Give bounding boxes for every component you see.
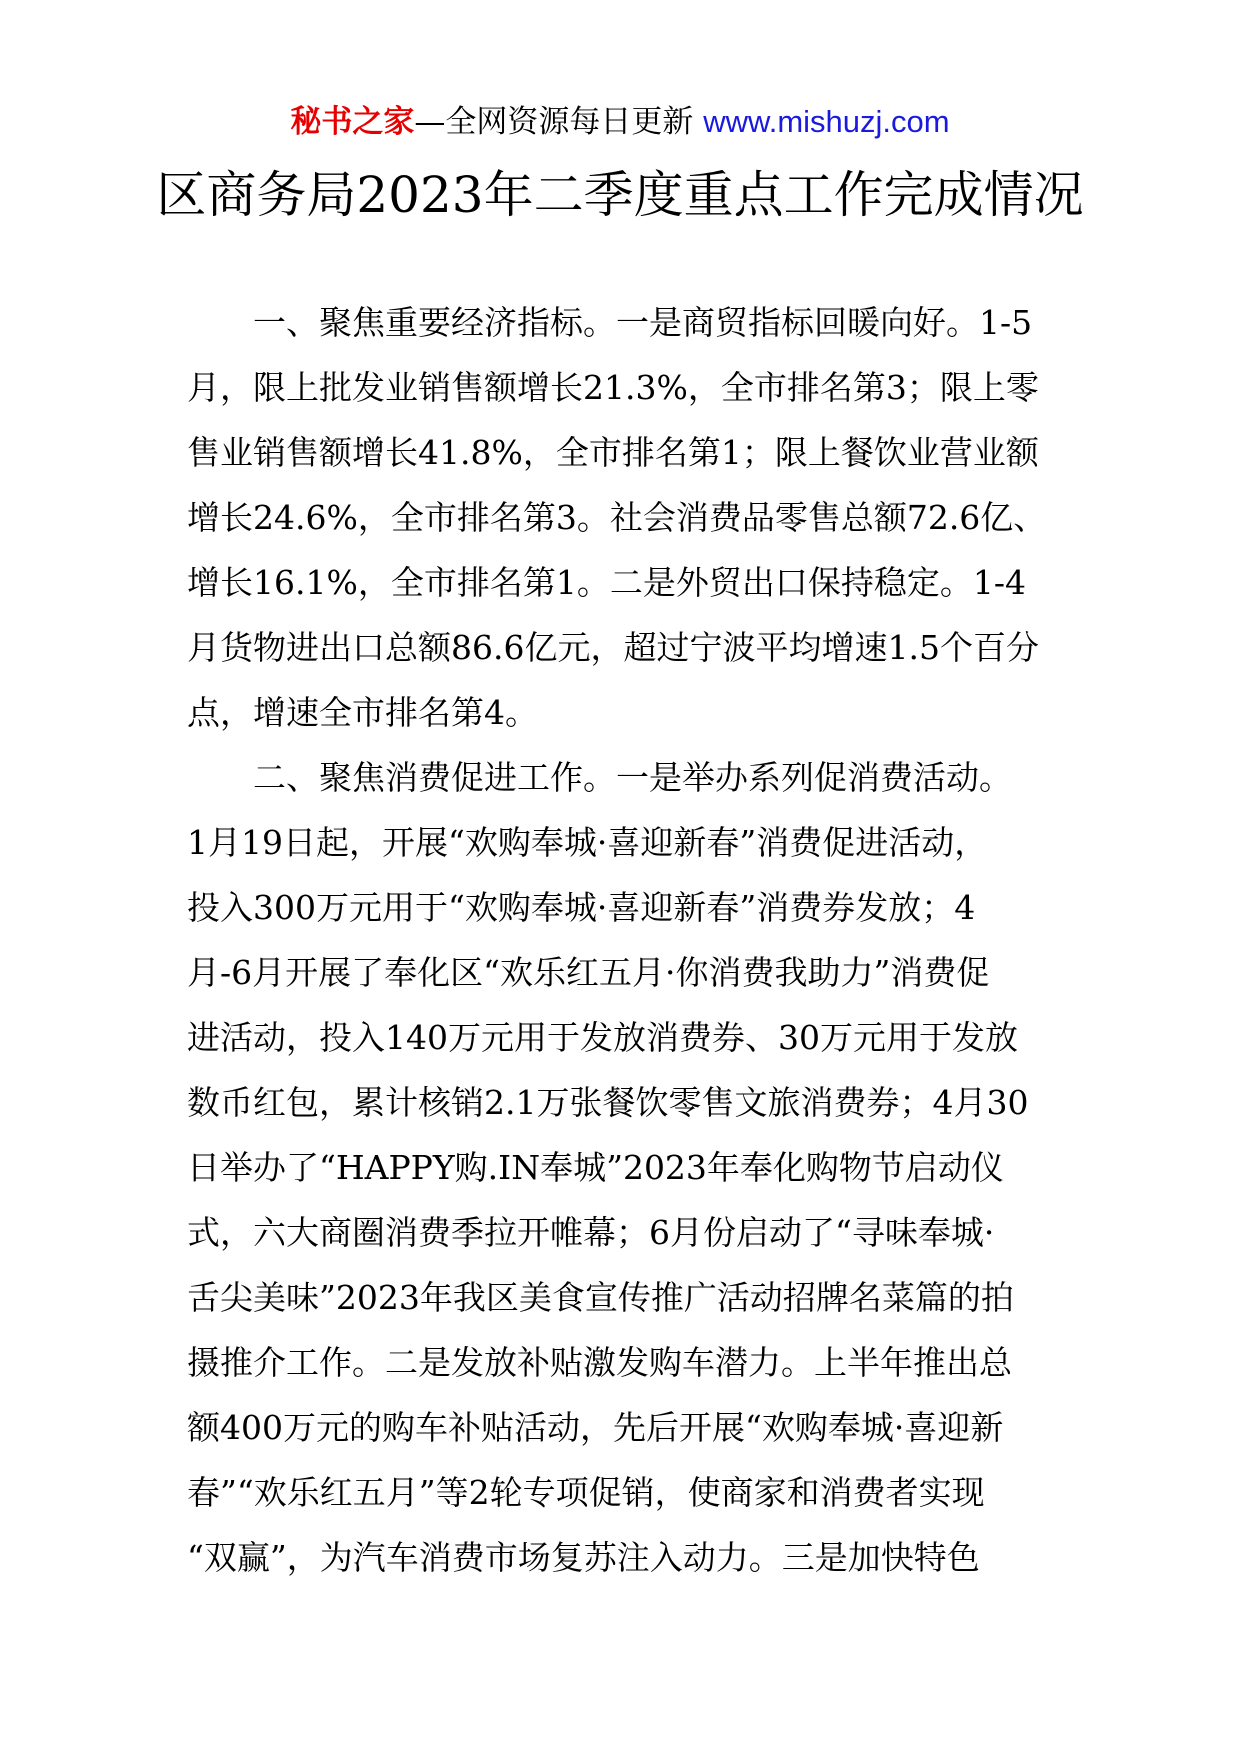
header-tagline: —全网资源每日更新 (414, 104, 694, 140)
header-url-link[interactable]: www.mishuzj.com (703, 104, 950, 139)
body-line: 点，增速全市排名第4。 (187, 693, 538, 732)
body-line: 式，六大商圈消费季拉开帷幕；6月份启动了“寻味奉城· (187, 1213, 995, 1252)
brand-name: 秘书之家 (290, 104, 415, 140)
document-body (187, 290, 1067, 1590)
body-line: 日举办了“HAPPY购.IN奉城”2023年奉化购物节启动仪 (187, 1148, 1004, 1187)
body-line: 舌尖美味”2023年我区美食宣传推广活动招牌名菜篇的拍 (187, 1278, 1014, 1317)
body-line: “双赢”，为汽车消费市场复苏注入动力。三是加快特色 (187, 1538, 980, 1577)
body-line: 一、聚焦重要经济指标。一是商贸指标回暖向好。1-5 (253, 303, 1033, 342)
body-line: 增长24.6%，全市排名第3。社会消费品零售总额72.6亿、 (187, 498, 1047, 537)
body-line: 月-6月开展了奉化区“欢乐红五月·你消费我助力”消费促 (187, 953, 990, 992)
body-line: 摄推介工作。二是发放补贴激发购车潜力。上半年推出总 (187, 1343, 1012, 1382)
body-line: 额400万元的购车补贴活动，先后开展“欢购奉城·喜迎新 (187, 1408, 1004, 1447)
site-header (0, 100, 1240, 144)
body-line: 增长16.1%，全市排名第1。二是外贸出口保持稳定。1-4 (187, 563, 1026, 602)
body-line: 售业销售额增长41.8%，全市排名第1；限上餐饮业营业额 (187, 433, 1039, 472)
body-line: 1月19日起，开展“欢购奉城·喜迎新春”消费促进活动， (187, 823, 988, 862)
body-line: 数币红包，累计核销2.1万张餐饮零售文旅消费券；4月30 (187, 1083, 1029, 1122)
body-line: 月，限上批发业销售额增长21.3%，全市排名第3；限上零 (187, 368, 1039, 407)
body-line: 进活动，投入140万元用于发放消费券、30万元用于发放 (187, 1018, 1018, 1057)
body-line: 月货物进出口总额86.6亿元，超过宁波平均增速1.5个百分 (187, 628, 1039, 667)
body-line: 投入300万元用于“欢购奉城·喜迎新春”消费券发放；4 (187, 888, 976, 927)
document-title: 区商务局2023年二季度重点工作完成情况 (156, 166, 1084, 224)
body-line: 春”“欢乐红五月”等2轮专项促销，使商家和消费者实现 (187, 1473, 985, 1512)
body-line: 二、聚焦消费促进工作。一是举办系列促消费活动。 (253, 758, 1012, 797)
